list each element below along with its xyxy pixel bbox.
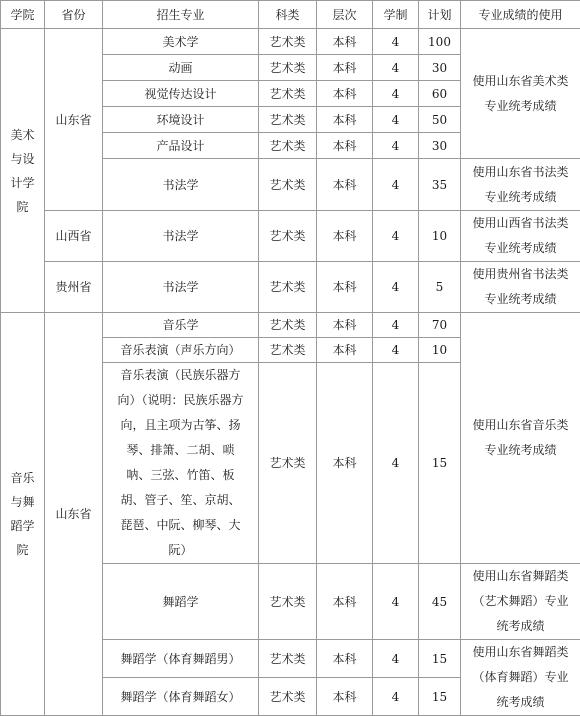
level-cell: 本科 [317, 159, 373, 211]
level-cell: 本科 [317, 107, 373, 133]
major-cell: 动画 [103, 55, 259, 81]
level-cell: 本科 [317, 55, 373, 81]
remark-cell: 使用山东省音乐类专业统考成绩 [461, 313, 580, 564]
header-years: 学制 [373, 1, 419, 29]
remark-cell: 使用山东省书法类专业统考成绩 [461, 159, 580, 211]
category-cell: 艺术类 [259, 640, 317, 678]
header-plan: 计划 [419, 1, 461, 29]
category-cell: 艺术类 [259, 55, 317, 81]
level-cell: 本科 [317, 564, 373, 640]
college-cell: 美术与设计学院 [1, 29, 45, 313]
years-cell: 4 [373, 29, 419, 55]
category-cell: 艺术类 [259, 678, 317, 716]
years-cell: 4 [373, 55, 419, 81]
level-cell: 本科 [317, 29, 373, 55]
category-cell: 艺术类 [259, 211, 317, 262]
category-cell: 艺术类 [259, 564, 317, 640]
header-major: 招生专业 [103, 1, 259, 29]
province-cell: 山东省 [45, 313, 103, 716]
years-cell: 4 [373, 313, 419, 338]
plan-cell: 5 [419, 262, 461, 313]
major-cell: 音乐表演（声乐方向） [103, 338, 259, 363]
years-cell: 4 [373, 81, 419, 107]
major-cell: 书法学 [103, 159, 259, 211]
category-cell: 艺术类 [259, 133, 317, 159]
college-cell: 音乐与舞蹈学院 [1, 313, 45, 716]
plan-cell: 10 [419, 211, 461, 262]
remark-cell: 使用山东省美术类专业统考成绩 [461, 29, 580, 159]
header-level: 层次 [317, 1, 373, 29]
category-cell: 艺术类 [259, 159, 317, 211]
remark-cell: 使用山东省舞蹈类（艺术舞蹈）专业统考成绩 [461, 564, 580, 640]
province-cell: 山西省 [45, 211, 103, 262]
level-cell: 本科 [317, 678, 373, 716]
level-cell: 本科 [317, 640, 373, 678]
plan-cell: 15 [419, 678, 461, 716]
plan-cell: 10 [419, 338, 461, 363]
table-row [1, 29, 580, 55]
table-row [1, 313, 580, 338]
years-cell: 4 [373, 363, 419, 564]
province-cell: 贵州省 [45, 262, 103, 313]
category-cell: 艺术类 [259, 313, 317, 338]
category-cell: 艺术类 [259, 81, 317, 107]
major-cell: 舞蹈学 [103, 564, 259, 640]
remark-cell: 使用贵州省书法类专业统考成绩 [461, 262, 580, 313]
header-province: 省份 [45, 1, 103, 29]
header-row [1, 1, 580, 29]
header-score-usage: 专业成绩的使用 [461, 1, 580, 29]
major-cell: 书法学 [103, 211, 259, 262]
category-cell: 艺术类 [259, 338, 317, 363]
level-cell: 本科 [317, 133, 373, 159]
major-cell: 舞蹈学（体育舞蹈女） [103, 678, 259, 716]
category-cell: 艺术类 [259, 107, 317, 133]
years-cell: 4 [373, 640, 419, 678]
major-cell: 舞蹈学（体育舞蹈男） [103, 640, 259, 678]
years-cell: 4 [373, 262, 419, 313]
years-cell: 4 [373, 564, 419, 640]
plan-cell: 70 [419, 313, 461, 338]
major-cell: 美术学 [103, 29, 259, 55]
level-cell: 本科 [317, 363, 373, 564]
header-college: 学院 [1, 1, 45, 29]
plan-cell: 35 [419, 159, 461, 211]
table-row [1, 211, 580, 262]
table-row [1, 262, 580, 313]
years-cell: 4 [373, 107, 419, 133]
major-cell: 音乐表演（民族乐器方向）（说明：民族乐器方向，且主项为古筝、扬琴、排箫、二胡、唢呐、三弦、竹笛、板胡、管子、笙、京胡、琵琶、中阮、柳琴、大阮） [103, 363, 259, 564]
level-cell: 本科 [317, 313, 373, 338]
level-cell: 本科 [317, 338, 373, 363]
level-cell: 本科 [317, 211, 373, 262]
plan-cell: 15 [419, 640, 461, 678]
level-cell: 本科 [317, 81, 373, 107]
remark-cell: 使用山东省舞蹈类（体育舞蹈）专业统考成绩 [461, 640, 580, 716]
years-cell: 4 [373, 159, 419, 211]
header-category: 科类 [259, 1, 317, 29]
major-cell: 书法学 [103, 262, 259, 313]
level-cell: 本科 [317, 262, 373, 313]
province-cell: 山东省 [45, 29, 103, 211]
remark-cell: 使用山西省书法类专业统考成绩 [461, 211, 580, 262]
plan-cell: 45 [419, 564, 461, 640]
years-cell: 4 [373, 211, 419, 262]
category-cell: 艺术类 [259, 29, 317, 55]
major-cell: 产品设计 [103, 133, 259, 159]
plan-cell: 50 [419, 107, 461, 133]
plan-cell: 30 [419, 133, 461, 159]
major-cell: 视觉传达设计 [103, 81, 259, 107]
years-cell: 4 [373, 338, 419, 363]
plan-cell: 30 [419, 55, 461, 81]
plan-cell: 100 [419, 29, 461, 55]
years-cell: 4 [373, 133, 419, 159]
major-cell: 环境设计 [103, 107, 259, 133]
plan-cell: 15 [419, 363, 461, 564]
category-cell: 艺术类 [259, 262, 317, 313]
plan-cell: 60 [419, 81, 461, 107]
category-cell: 艺术类 [259, 363, 317, 564]
years-cell: 4 [373, 678, 419, 716]
major-cell: 音乐学 [103, 313, 259, 338]
